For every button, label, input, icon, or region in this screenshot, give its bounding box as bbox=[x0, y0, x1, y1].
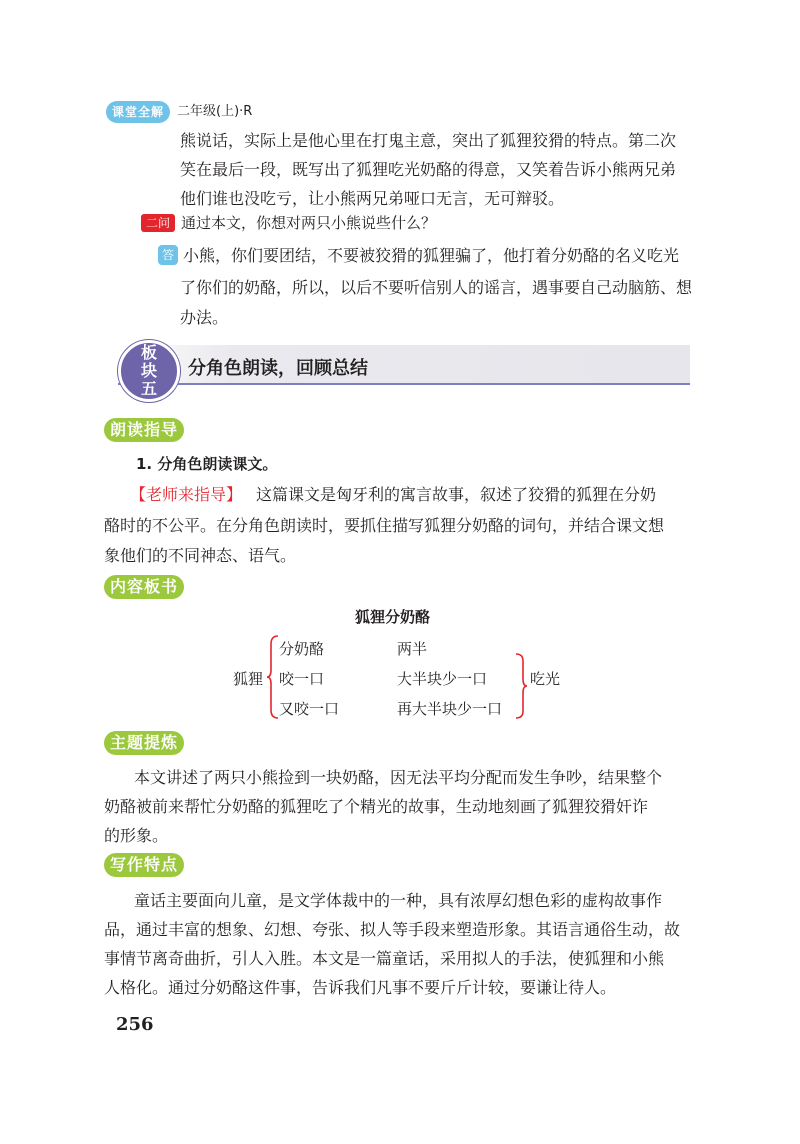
board-action-1: 分奶酪 bbox=[279, 640, 325, 658]
teacher-guide-tag: 【老师来指导】 bbox=[130, 485, 243, 504]
section-badge-char-1: 板 bbox=[140, 343, 157, 362]
right-brace bbox=[514, 652, 528, 720]
board-action-2: 咬一口 bbox=[279, 670, 325, 688]
question-label: 二问 bbox=[141, 214, 175, 232]
board-left-label: 狐狸 bbox=[233, 670, 264, 688]
question-text: 通过本文，你想对两只小熊说些什么？ bbox=[181, 214, 437, 232]
prev-answer-line-3: 他们谁也没吃亏，让小熊两兄弟哑口无言，无可辩驳。 bbox=[180, 189, 565, 208]
reading-item: 1. 分角色朗读课文。 bbox=[136, 455, 278, 473]
answer-label: 答 bbox=[158, 245, 178, 265]
section-title: 分角色朗读，回顾总结 bbox=[188, 358, 368, 379]
page-number: 256 bbox=[116, 1014, 154, 1035]
board-action-3: 又咬一口 bbox=[279, 700, 340, 718]
writing-tag: 写作特点 bbox=[104, 853, 184, 877]
section-underline bbox=[118, 383, 690, 385]
board-tag: 内容板书 bbox=[104, 575, 184, 599]
board-result-1: 两半 bbox=[397, 640, 428, 658]
section-badge bbox=[118, 340, 180, 402]
writing-line-4: 人格化。通过分奶酪这件事，告诉我们凡事不要斤斤计较，要谦让待人。 bbox=[104, 978, 617, 997]
reading-guide-line-1: 这篇课文是匈牙利的寓言故事，叙述了狡猾的狐狸在分奶 bbox=[256, 485, 657, 504]
board-result-2: 大半块少一口 bbox=[397, 670, 488, 688]
section-badge-char-2: 块 bbox=[140, 361, 157, 380]
theme-line-2: 奶酪被前来帮忙分奶酪的狐狸吃了个精光的故事，生动地刻画了狐狸狡猾奸诈 bbox=[104, 797, 649, 816]
writing-line-2: 品，通过丰富的想象、幻想、夸张、拟人等手段来塑造形象。其语言通俗生动，故 bbox=[104, 920, 681, 939]
prev-answer-line-1: 熊说话，实际上是他心里在打鬼主意，突出了狐狸狡猾的特点。第二次 bbox=[180, 131, 677, 150]
reading-guide-line-3: 象他们的不同神态、语气。 bbox=[104, 546, 297, 565]
grade-label: 二年级(上)·R bbox=[177, 104, 253, 119]
answer-line-3: 办法。 bbox=[180, 308, 229, 327]
theme-line-3: 的形象。 bbox=[104, 826, 169, 845]
section-badge-char-3: 五 bbox=[140, 379, 157, 398]
reading-guide-tag: 朗读指导 bbox=[104, 418, 184, 442]
board-right-label: 吃光 bbox=[530, 670, 561, 688]
writing-line-3: 事情节离奇曲折，引人入胜。本文是一篇童话，采用拟人的手法，使狐狸和小熊 bbox=[104, 949, 665, 968]
theme-line-1: 本文讲述了两只小熊捡到一块奶酪，因无法平均分配而发生争吵，结果整个 bbox=[134, 768, 663, 787]
book-brand-badge: 课堂全解 bbox=[106, 101, 170, 123]
board-title: 狐狸分奶酪 bbox=[355, 608, 431, 626]
left-brace bbox=[266, 634, 280, 720]
writing-line-1: 童话主要面向儿童，是文学体裁中的一种，具有浓厚幻想色彩的虚构故事作 bbox=[134, 891, 663, 910]
answer-line-1: 小熊，你们要团结，不要被狡猾的狐狸骗了，他打着分奶酪的名义吃光 bbox=[183, 246, 680, 265]
theme-tag: 主题提炼 bbox=[104, 731, 184, 755]
board-result-3: 再大半块少一口 bbox=[397, 700, 503, 718]
reading-guide-line-2: 酪时的不公平。在分角色朗读时，要抓住描写狐狸分奶酪的词句，并结合课文想 bbox=[104, 516, 665, 535]
prev-answer-line-2: 笑在最后一段，既写出了狐狸吃光奶酪的得意，又笑着告诉小熊两兄弟 bbox=[180, 160, 677, 179]
answer-line-2: 了你们的奶酪，所以，以后不要听信别人的谣言，遇事要自己动脑筋、想 bbox=[180, 278, 693, 297]
